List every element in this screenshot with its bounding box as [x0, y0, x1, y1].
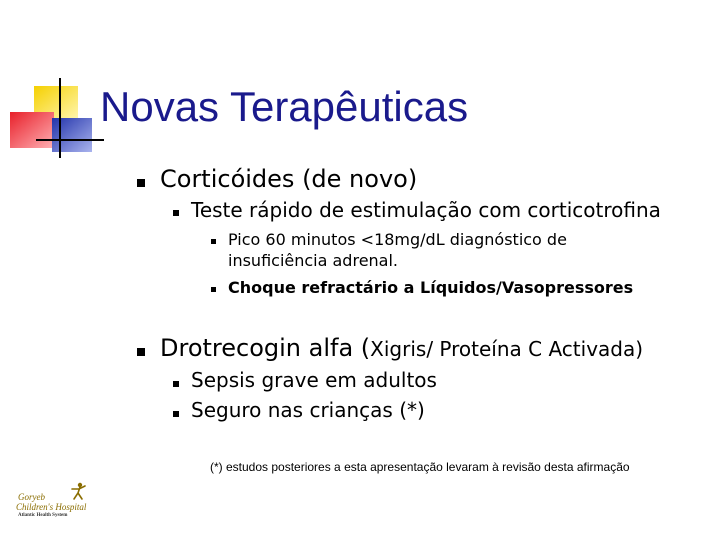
deco-blue-square [52, 118, 92, 152]
footnote: (*) estudos posteriores a esta apresentação levaram à revisão desta afirmação [210, 460, 630, 474]
bullet-square-icon [137, 179, 145, 187]
bullet-square-icon [173, 411, 179, 417]
drotrecogin-main: Drotrecogin alfa ( [160, 334, 371, 362]
corner-decoration [0, 0, 110, 170]
logo-line2: Children's Hospital [16, 502, 87, 512]
bullet-teste-rapido: Teste rápido de estimulação com corticotrofina [191, 198, 661, 222]
deco-red-square [10, 112, 54, 148]
bullet-seguro: Seguro nas crianças (*) [191, 398, 425, 422]
bullet-choque: Choque refractário a Líquidos/Vasopressores [228, 278, 634, 297]
bullet-pico-line1: Pico 60 minutos <18mg/dL diagnóstico de [228, 230, 567, 249]
bullet-drotrecogin [160, 335, 643, 363]
logo-line3: Atlantic Health System [18, 513, 68, 518]
logo-line1: Goryeb [18, 492, 45, 502]
slide-title: Novas Terapêuticas [100, 83, 469, 130]
drotrecogin-rest: Xigris/ Proteína C Activada) [370, 337, 644, 361]
bullet-corticoides: Corticóides (de novo) [160, 165, 418, 193]
bullet-square-icon [137, 348, 145, 356]
bullet-square-icon [211, 287, 216, 292]
hospital-logo [14, 482, 98, 522]
bullet-square-icon [173, 210, 179, 216]
bullet-square-icon [211, 239, 216, 244]
bullet-pico-line2: insuficiência adrenal. [228, 251, 399, 270]
bullet-sepsis: Sepsis grave em adultos [191, 368, 437, 392]
bullet-square-icon [173, 381, 179, 387]
logo-figure-icon [68, 482, 88, 502]
